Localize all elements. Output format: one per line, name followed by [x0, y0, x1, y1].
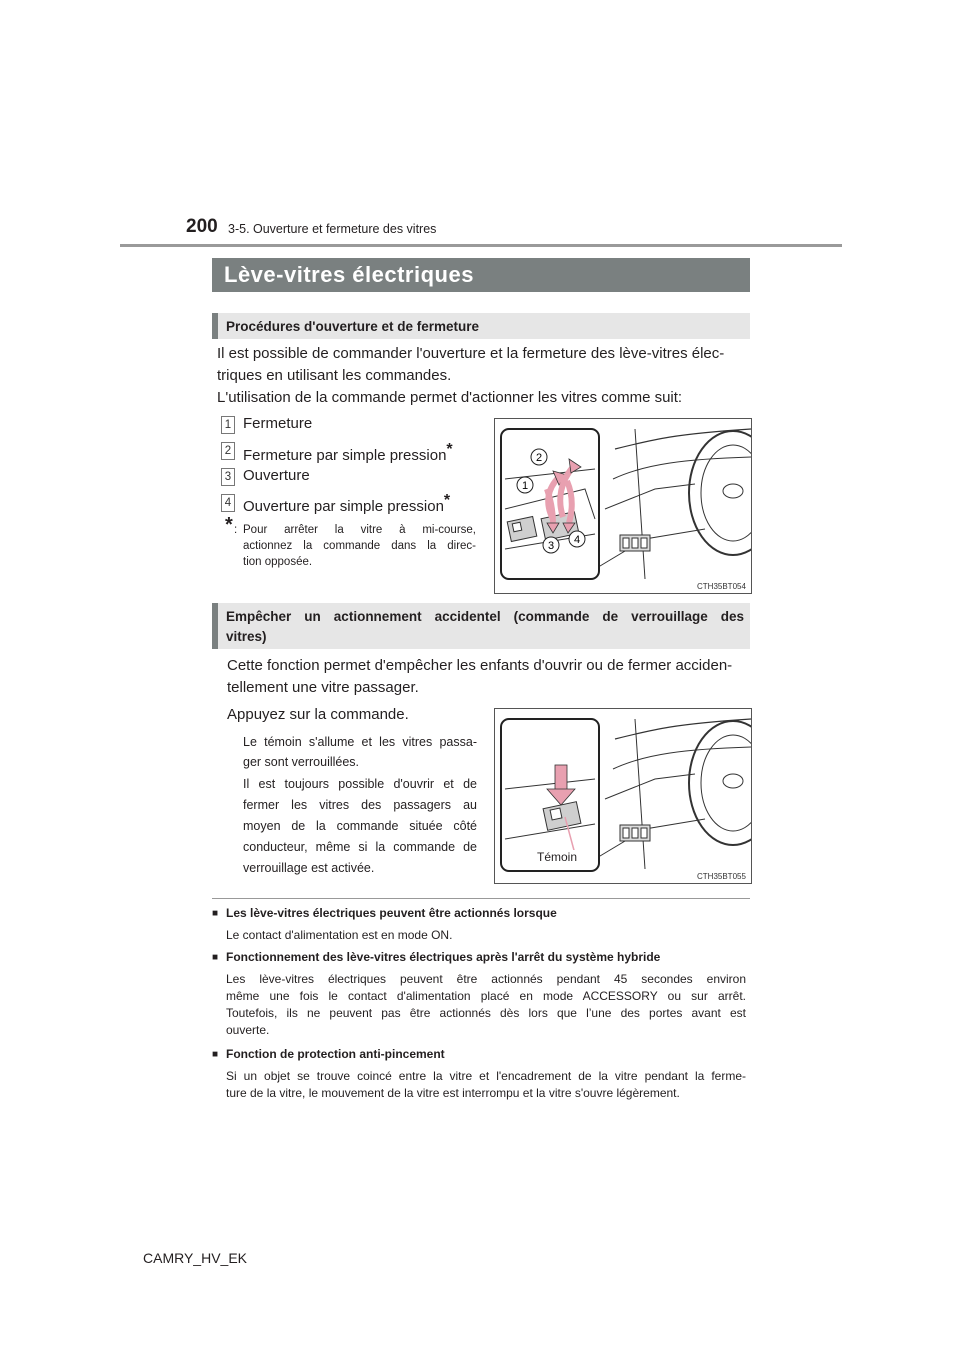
note1-text: Le contact d'alimentation est en mode ON.	[226, 928, 453, 942]
section2-sub2-line3: moyen de la commande située côté	[243, 819, 477, 833]
callout-2: 2	[535, 452, 543, 464]
header-rule	[120, 244, 842, 247]
section2-sub-line2: ger sont verrouillées.	[243, 755, 360, 769]
section1-para2: L'utilisation de la commande permet d'actionner les vitres comme suit:	[217, 389, 683, 406]
page-number: 200	[186, 216, 218, 237]
item-label-4	[243, 492, 450, 515]
note3-line1: Si un objet se trouve coincé entre la vitre et l'encadrement de la vitre pendant la ferme-	[226, 1069, 746, 1083]
note2-line3: Toutefois, ils ne peuvent pas être actionnés dès lors que l’une des portes avant est	[226, 1006, 746, 1020]
section1-para1-line2: triques en utilisant les commandes.	[217, 367, 452, 384]
section2-sub2-line5: verrouillage est activée.	[243, 861, 375, 875]
notes-separator	[212, 898, 750, 899]
figure1-code: CTH35BT054	[697, 582, 746, 591]
lock-switch-illustration	[495, 709, 751, 883]
lock-switch-figure	[494, 708, 752, 884]
section2-heading-line2: vitres)	[226, 629, 267, 644]
bullet-square: ■	[212, 908, 219, 919]
section2-para1-line2: tellement une vitre passager.	[227, 679, 419, 696]
note2-line1: Les lève-vitres électriques peuvent être actionnés pendant 45 secondes environ	[226, 972, 746, 986]
section2-heading-line1: Empêcher un actionnement accidentel (commande de verrouillage des	[226, 609, 744, 624]
footer-model-code: CAMRY_HV_EK	[143, 1250, 248, 1266]
section-header: 3-5. Ouverture et fermeture des vitres	[228, 222, 437, 236]
bullet-square: ■	[212, 1049, 219, 1060]
section1-heading: Procédures d'ouverture et de fermeture	[226, 319, 480, 334]
item-number-4: 4	[221, 494, 235, 512]
section2-para1-line1: Cette fonction permet d'empêcher les enfants d'ouvrir ou de fermer acciden-	[227, 657, 733, 674]
page-title: Lève-vitres électriques	[224, 262, 474, 287]
figure2-code: CTH35BT055	[697, 872, 746, 881]
note-line3: tion opposée.	[243, 556, 313, 568]
indicator-label: Témoin	[537, 850, 578, 864]
item-label-1: Fermeture	[243, 415, 313, 432]
callout-1: 1	[521, 480, 529, 492]
note-line1: Pour arrêter la vitre à mi-course,	[243, 524, 476, 536]
section1-para1-line1: Il est possible de commander l'ouverture et la fermeture des lève-vitres élec-	[217, 345, 725, 362]
section2-sub-line1: Le témoin s'allume et les vitres passa-	[243, 735, 477, 749]
item-label-4-text: Ouverture par simple pression	[243, 498, 444, 515]
note-line2: actionnez la commande dans la direc-	[243, 540, 476, 552]
note-asterisk: *	[225, 514, 233, 536]
item-label-3: Ouverture	[243, 467, 310, 484]
window-switch-illustration	[495, 419, 751, 593]
callout-4: 4	[573, 534, 581, 546]
window-switch-figure	[494, 418, 752, 594]
note2-line2: même une fois le contact d'alimentation placé en mode ACCESSORY ou sur arrêt.	[226, 989, 746, 1003]
asterisk-mark: *	[443, 492, 451, 509]
section2-instruction: Appuyez sur la commande.	[227, 706, 409, 723]
section2-sub2-line1: Il est toujours possible d'ouvrir et de	[243, 777, 477, 791]
note3-line2: ture de la vitre, le mouvement de la vitre est interrompu et la vitre s'ouvre légèrement.	[226, 1086, 680, 1100]
note3-heading: Fonction de protection anti-pincement	[226, 1047, 445, 1061]
item-label-2-text: Fermeture par simple pression	[243, 447, 447, 464]
note1-heading: Les lève-vitres électriques peuvent être actionnés lorsque	[226, 906, 557, 920]
callout-3: 3	[547, 540, 555, 552]
bullet-square: ■	[212, 952, 219, 963]
item-number-1: 1	[221, 416, 235, 434]
note2-line4: ouverte.	[226, 1023, 270, 1037]
item-label-2	[243, 441, 453, 464]
section2-sub2-line2: fermer les vitres des passagers au	[243, 798, 477, 812]
asterisk-mark: *	[446, 441, 453, 458]
item-number-2: 2	[221, 442, 235, 460]
section2-sub2-line4: conducteur, même si la commande de	[243, 840, 477, 854]
note2-heading: Fonctionnement des lève-vitres électriques après l'arrêt du système hybride	[226, 950, 661, 964]
note-colon: :	[234, 524, 238, 536]
item-number-3: 3	[221, 468, 235, 486]
